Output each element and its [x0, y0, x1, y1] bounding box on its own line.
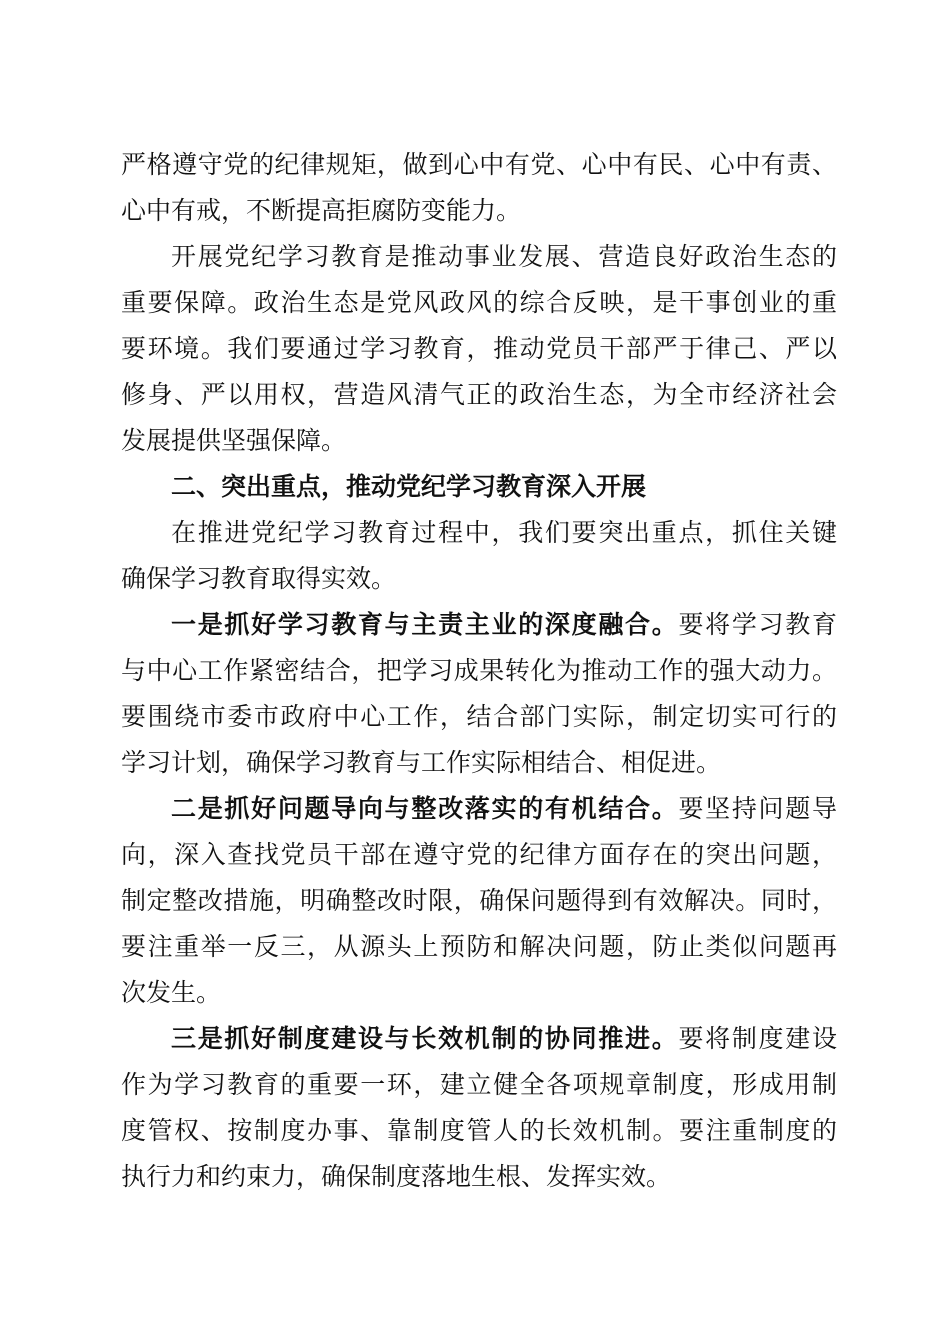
text-line: 执行力和约束力，确保制度落地生根、发挥实效。 — [121, 1162, 672, 1191]
text-line: 作为学习教育的重要一环，建立健全各项规章制度，形成用制 — [121, 1070, 837, 1099]
text-line: 严格遵守党的纪律规矩，做到心中有党、心中有民、心中有责、 — [121, 150, 837, 179]
text-line — [121, 1016, 837, 1062]
text-line: 要环境。我们要通过学习教育，推动党员干部严于律己、严以 — [121, 334, 837, 363]
section-heading: 二、突出重点，推动党纪学习教育深入开展 — [171, 472, 647, 501]
text-line — [121, 786, 837, 832]
lead-sentence: 三是抓好制度建设与长效机制的协同推进。 — [171, 1024, 679, 1053]
text-line: 发展提供坚强保障。 — [121, 426, 347, 455]
text-span: 要将制度建设 — [678, 1024, 837, 1053]
lead-sentence: 二是抓好问题导向与整改落实的有机结合。 — [171, 794, 679, 823]
text-line: 学习计划，确保学习教育与工作实际相结合、相促进。 — [121, 748, 722, 777]
text-line — [121, 602, 837, 648]
text-line: 次发生。 — [121, 978, 222, 1007]
text-line: 重要保障。政治生态是党风政风的综合反映，是干事创业的重 — [121, 288, 837, 317]
text-line: 向，深入查找党员干部在遵守党的纪律方面存在的突出问题， — [121, 840, 837, 869]
text-line: 修身、严以用权，营造风清气正的政治生态，为全市经济社会 — [121, 380, 837, 409]
text-line: 度管权、按制度办事、靠制度管人的长效机制。要注重制度的 — [121, 1116, 837, 1145]
text-line: 确保学习教育取得实效。 — [121, 564, 397, 593]
lead-sentence: 一是抓好学习教育与主责主业的深度融合。 — [171, 610, 679, 639]
text-line: 与中心工作紧密结合，把学习成果转化为推动工作的强大动力。 — [121, 656, 837, 685]
document-body — [121, 142, 837, 1200]
text-line: 开展党纪学习教育是推动事业发展、营造良好政治生态的 — [171, 242, 837, 271]
text-span: 要坚持问题导 — [678, 794, 837, 823]
text-line: 要注重举一反三，从源头上预防和解决问题，防止类似问题再 — [121, 932, 837, 961]
text-span: 要将学习教育 — [678, 610, 837, 639]
text-line: 心中有戒，不断提高拒腐防变能力。 — [121, 196, 522, 225]
text-line: 制定整改措施，明确整改时限，确保问题得到有效解决。同时， — [121, 886, 837, 915]
text-line: 在推进党纪学习教育过程中，我们要突出重点，抓住关键 — [171, 518, 837, 547]
text-line: 要围绕市委市政府中心工作，结合部门实际，制定切实可行的 — [121, 702, 837, 731]
